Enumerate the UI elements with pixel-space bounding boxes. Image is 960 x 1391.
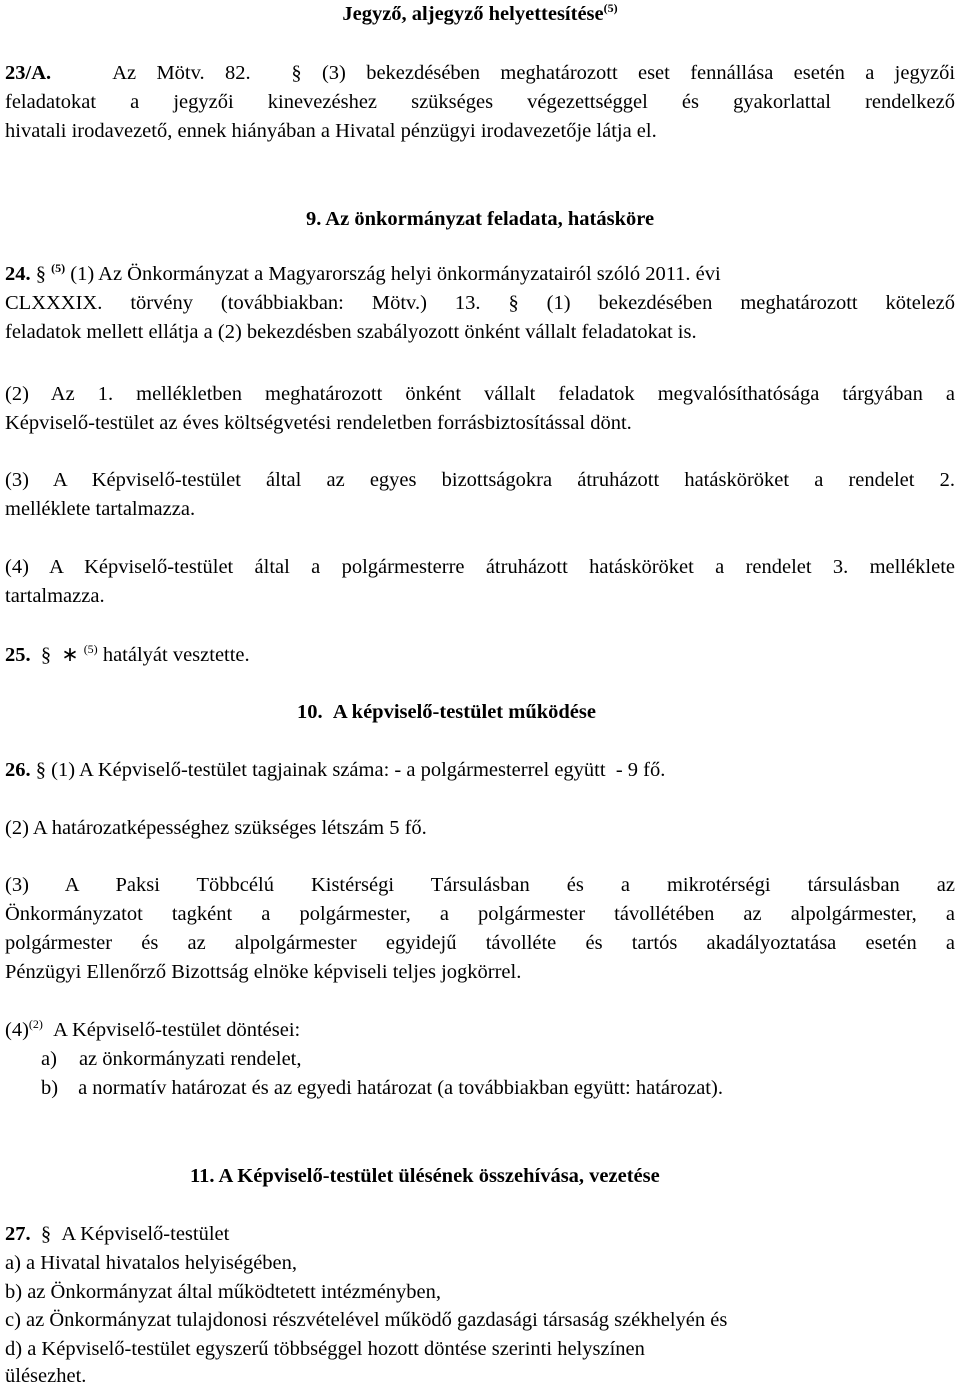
section-number: 27. [5, 1223, 31, 1245]
section-number: 23/A. [5, 62, 52, 84]
list-item-d-line1: d) a Képviselő-testület egyszerű többséggel hozott döntése szerinti helyszínen [5, 1338, 645, 1360]
paragraph-24-line2: CLXXXIX. törvény (továbbiakban: Mötv.) 13. § (1) bekezdésében meghatározott kötelező [5, 292, 955, 314]
footnote-ref: (5) [51, 261, 66, 275]
paragraph-24-line3: feladatok mellett ellátja a (2) bekezdésben szabályozott önként vállalt feladatokat is. [5, 321, 697, 343]
paragraph-24-3-line1: (3) A Képviselő-testület által az egyes bizottságokra átruházott hatásköröket a rendelet 2. [5, 469, 955, 491]
footnote-ref: (5) [83, 642, 98, 656]
paragraph-sign: § [35, 759, 46, 781]
paragraph-24-2-line1: (2) Az 1. mellékletben meghatározott önként vállalt feladatok megvalósíthatósága tárgyában a [5, 383, 955, 405]
paragraph-sign: § [508, 292, 519, 314]
footnote-ref: (2) [28, 1017, 43, 1031]
section-number: 24. [5, 263, 31, 285]
chapter-11-title: 11. A Képviselő-testület ülésének összehívása, vezetése [190, 1165, 660, 1187]
section-number: 25. [5, 644, 31, 666]
list-item-a: a) az önkormányzati rendelet, [41, 1048, 302, 1070]
paragraph-23a-line1: 23/A. Az Mötv. 82. § (3) bekezdésében meghatározott eset fennállása esetén a jegyzői [5, 62, 956, 84]
list-item-b: b) a normatív határozat és az egyedi határozat (a továbbiakban együtt: határozat). [41, 1077, 723, 1099]
paragraph-sign: § [291, 62, 302, 84]
chapter-10-title: 10. A képviselő-testület működése [297, 701, 596, 723]
paragraph-24-3-line2: melléklete tartalmazza. [5, 498, 196, 520]
chapter-9-title: 9. Az önkormányzat feladata, hatásköre [305, 208, 655, 230]
paragraph-25: 25. § ∗ $^{(5)}$ hatályát vesztette. [5, 642, 250, 666]
list-item-d-line2: ülésezhet. [5, 1365, 87, 1387]
list-item-c: c) az Önkormányzat tulajdonosi részvételével működő gazdasági társaság székhelyén és [5, 1309, 728, 1331]
heading-text: Jegyző, aljegyző helyettesítése [342, 3, 604, 25]
list-item-b: b) az Önkormányzat által működtetett intézményben, [5, 1281, 442, 1303]
paragraph-26-3-line3: polgármester és az alpolgármester egyidejű távolléte és tartós akadályoztatása esetén a [5, 932, 955, 954]
paragraph-sign: § [40, 1223, 52, 1245]
section-heading-jegyzo [5, 0, 955, 29]
paragraph-27-intro: 27. § A Képviselő-testület [5, 1223, 230, 1245]
paragraph-26-4: $(4)^{(2)}$ A Képviselő-testület döntései: [5, 1017, 301, 1041]
paragraph-sign: § [35, 263, 46, 285]
paragraph-24-2-line2: Képviselő-testület az éves költségvetési rendeletben forrásbiztosítással dönt. [5, 412, 632, 434]
paragraph-sign: § [40, 644, 52, 666]
paragraph-24-4-line2: tartalmazza. [5, 585, 105, 607]
star-icon: ∗ [61, 642, 79, 666]
paragraph-23a-line2: feladatokat a jegyzői kinevezéshez szükséges végezettséggel és gyakorlattal rendelkező [5, 91, 955, 113]
section-number: 26. [5, 759, 31, 781]
paragraph-26-2: (2) A határozatképességhez szükséges létszám 5 fő. [5, 817, 427, 839]
paragraph-24-line1: 24. § $^{(5)}$ (1) Az Önkormányzat a Magyarország helyi önkormányzatairól szóló 2011. évi [5, 261, 721, 285]
list-item-a: a) a Hivatal hivatalos helyiségében, [5, 1252, 298, 1274]
paragraph-24-4-line1: (4) A Képviselő-testület által a polgármesterre átruházott hatásköröket a rendelet 3. melléklete [5, 556, 955, 578]
paragraph-26-1: 26. § (1) A Képviselő-testület tagjainak száma: - a polgármesterrel együtt - 9 fő. [5, 759, 666, 781]
paragraph-26-3-line1: (3) A Paksi Többcélú Kistérségi Társulásban és a mikrotérségi társulásban az [5, 874, 955, 896]
footnote-ref: (5) [603, 1, 618, 15]
paragraph-23a-line3: hivatali irodavezető, ennek hiányában a Hivatal pénzügyi irodavezetője látja el. [5, 120, 657, 142]
paragraph-26-3-line2: Önkormányzatot tagként a polgármester, a polgármester távollétében az alpolgármester, a [5, 903, 955, 925]
paragraph-26-3-line4: Pénzügyi Ellenőrző Bizottság elnöke képviseli teljes jogkörrel. [5, 961, 522, 983]
